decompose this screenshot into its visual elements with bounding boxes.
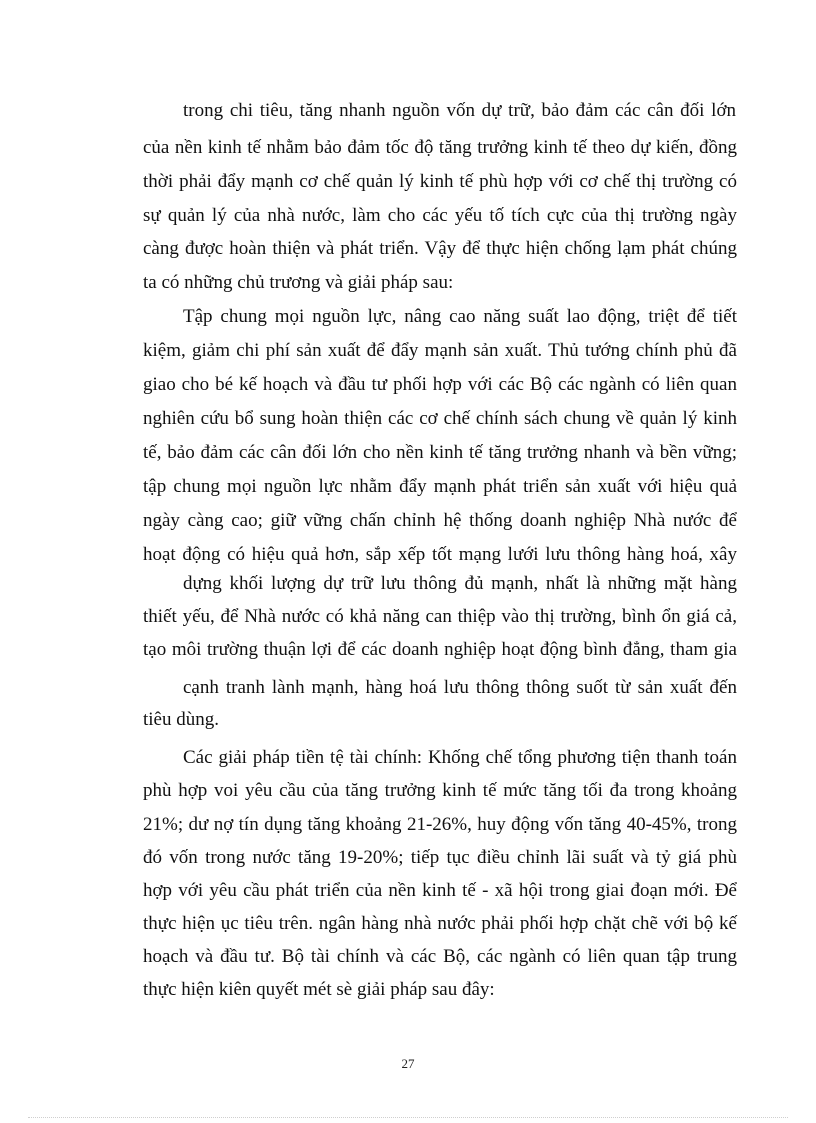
text-line: ngày càng cao; giữ vững chấn chỉnh hệ thống doanh nghiệp Nhà nước để [143, 510, 737, 531]
text-line: tế, bảo đảm các cân đối lớn cho nền kinh tế tăng trưởng nhanh và bền vững; [143, 442, 737, 463]
text-line: giao cho bé kế hoạch và đầu tư phối hợp với các Bộ các ngành có liên quan [143, 374, 737, 395]
text-line: hoạt động có hiệu quả hơn, sắp xếp tốt mạng lưới lưu thông hàng hoá, xây [143, 544, 737, 565]
text-line: 21%; dư nợ tín dụng tăng khoảng 21-26%, huy động vốn tăng 40-45%, trong [143, 814, 737, 835]
text-line: thiết yếu, để Nhà nước có khả năng can thiệp vào thị trường, bình ổn giá cả, [143, 606, 737, 627]
text-line: thực hiện ục tiêu trên. ngân hàng nhà nước phải phối hợp chặt chẽ với bộ kế [143, 913, 737, 934]
text-line: cạnh tranh lành mạnh, hàng hoá lưu thông thông suốt từ sản xuất đến [183, 677, 737, 698]
text-line: Tập chung mọi nguồn lực, nâng cao năng suất lao động, triệt để tiết [183, 306, 737, 327]
text-line: càng được hoàn thiện và phát triển. Vậy để thực hiện chống lạm phát chúng [143, 238, 737, 259]
text-line: tập chung mọi nguồn lực nhằm đẩy mạnh phát triển sản xuất với hiệu quả [143, 476, 737, 497]
page-number: 27 [401, 1056, 415, 1071]
text-line: sự quản lý của nhà nước, làm cho các yếu tố tích cực của thị trường ngày [143, 205, 737, 226]
text-line: ta có những chủ trương và giải pháp sau: [143, 272, 454, 293]
text-line: thực hiện kiên quyết mét sè giải pháp sau đây: [143, 979, 495, 1000]
text-line: tiêu dùng. [143, 709, 219, 730]
text-line: Các giải pháp tiền tệ tài chính: Khống chế tổng phương tiện thanh toán [183, 747, 737, 768]
text-line: phù hợp voi yêu cầu của tăng trưởng kinh tế mức tăng tối đa trong khoảng [143, 780, 737, 801]
text-line: hoạch và đầu tư. Bộ tài chính và các Bộ, các ngành có liên quan tập trung [143, 946, 737, 967]
text-line: kiệm, giảm chi phí sản xuất để đẩy mạnh sản xuất. Thủ tướng chính phủ đã [143, 340, 737, 361]
text-line: trong chi tiêu, tăng nhanh nguồn vốn dự trữ, bảo đảm các cân đối lớn [183, 100, 736, 121]
text-line: của nền kinh tế nhằm bảo đảm tốc độ tăng trưởng kinh tế theo dự kiến, đồng [143, 137, 737, 158]
text-line: tạo môi trường thuận lợi để các doanh nghiệp hoạt động bình đẳng, tham gia [143, 639, 737, 660]
text-line: nghiên cứu bổ sung hoàn thiện các cơ chế chính sách chung về quản lý kinh [143, 408, 737, 429]
text-line: thời phải đẩy mạnh cơ chế quản lý kinh tế phù hợp với cơ chế thị trường có [143, 171, 737, 192]
text-line: hợp với yêu cầu phát triển của nền kinh tế - xã hội trong giai đoạn mới. Để [143, 880, 737, 901]
page-bottom-divider [28, 1117, 788, 1118]
text-line: dựng khối lượng dự trữ lưu thông đủ mạnh, nhất là những mặt hàng [183, 573, 737, 594]
text-line: đó vốn trong nước tăng 19-20%; tiếp tục điều chỉnh lãi suất và tỷ giá phù [143, 847, 737, 868]
